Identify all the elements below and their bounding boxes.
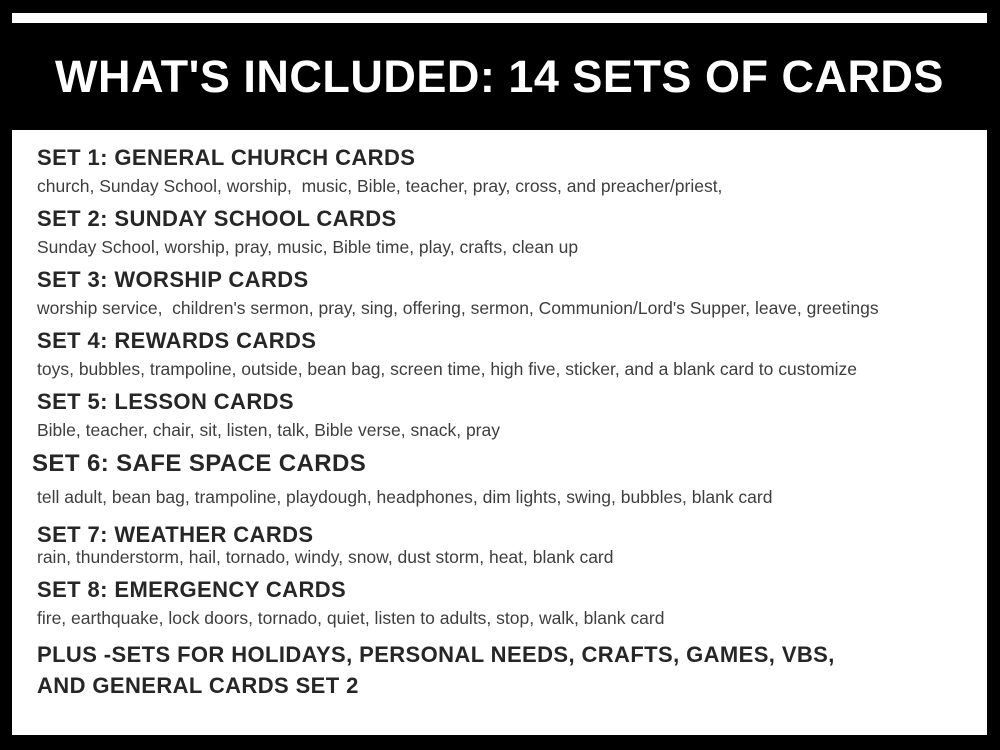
card-set-section-4 [37, 329, 967, 379]
set-items: toys, bubbles, trampoline, outside, bean bag, screen time, high five, sticker, and a blank card to customize [37, 359, 858, 379]
header-band [12, 23, 987, 130]
set-heading: SET 6: SAFE SPACE CARDS [32, 450, 367, 477]
page-title: WHAT'S INCLUDED: 14 SETS OF CARDS [55, 50, 944, 102]
set-items: Bible, teacher, chair, sit, listen, talk, Bible verse, snack, pray [37, 420, 500, 440]
set-heading: SET 2: SUNDAY SCHOOL CARDS [37, 206, 397, 231]
plus-note-line1: PLUS -SETS FOR HOLIDAYS, PERSONAL NEEDS, CRAFTS, GAMES, VBS, [37, 642, 835, 667]
card-set-section-8 [37, 578, 967, 628]
set-items: church, Sunday School, worship, music, Bible, teacher, pray, cross, and preacher/priest, [37, 176, 723, 196]
set-items: worship service, children's sermon, pray, sing, offering, sermon, Communion/Lord's Supper, leave, greetings [37, 298, 879, 318]
card-set-section-2 [37, 207, 967, 257]
content-panel [12, 130, 987, 735]
card-set-section-6 [32, 450, 967, 507]
set-heading: SET 4: REWARDS CARDS [37, 328, 317, 353]
set-items: rain, thunderstorm, hail, tornado, windy, snow, dust storm, heat, blank card [37, 547, 614, 567]
plus-note [37, 639, 967, 701]
plus-note-line2: AND GENERAL CARDS SET 2 [37, 673, 359, 698]
set-items: Sunday School, worship, pray, music, Bible time, play, crafts, clean up [37, 237, 579, 257]
top-accent-bar [12, 13, 987, 23]
set-heading: SET 7: WEATHER CARDS [37, 522, 314, 547]
card-set-section-7 [37, 523, 967, 567]
set-heading: SET 1: GENERAL CHURCH CARDS [37, 145, 416, 170]
set-heading: SET 5: LESSON CARDS [37, 389, 294, 414]
set-items: fire, earthquake, lock doors, tornado, quiet, listen to adults, stop, walk, blank card [37, 608, 665, 628]
card-set-section-1 [37, 146, 967, 196]
set-heading: SET 8: EMERGENCY CARDS [37, 577, 347, 602]
set-heading: SET 3: WORSHIP CARDS [37, 267, 309, 292]
card-set-section-5 [37, 390, 967, 440]
set-items: tell adult, bean bag, trampoline, playdough, headphones, dim lights, swing, bubbles, blank card [37, 487, 773, 507]
card-set-section-3 [37, 268, 967, 318]
